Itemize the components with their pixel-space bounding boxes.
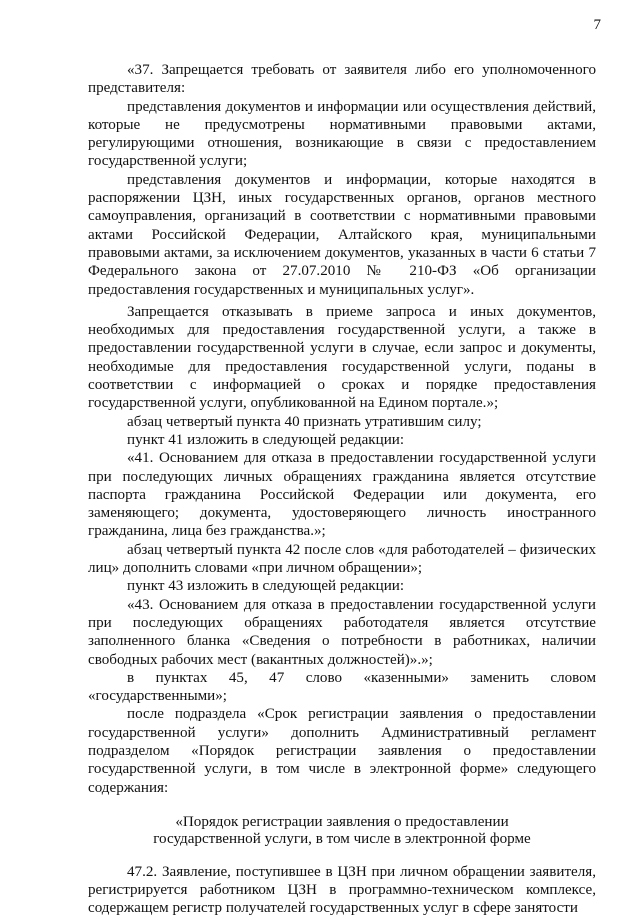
- paragraph: после подраздела «Срок регистрации заявления о предоставлении государственной услуги» дополнить Административный регламент подразделом «Порядок регистрации заявления о предоставлении государственной услуги, в том числе в электронной форме» следующего содержания:: [88, 706, 596, 796]
- paragraph: Запрещается отказывать в приеме запроса и иных документов, необходимых для предоставления государственной услуги, а также в предоставлении государственной услуги в случае, если запрос и документы, необходимые для предоставления государственной услуги, поданы в соответствии с информацией о сроках и порядке предоставления государственной услуги, опубликованной на Едином портале.»;: [88, 303, 596, 412]
- paragraph: абзац четвертый пункта 42 после слов «для работодателей – физических лиц» дополнить словами «при личном обращении»;: [88, 541, 596, 577]
- section-heading-line: государственной услуги, в том числе в электронной форме: [153, 830, 531, 847]
- paragraph: представления документов и информации или осуществления действий, которые не предусмотрены нормативными правовыми актами, регулирующими отношения, возникающие в связи с предоставлением государственной услуги;: [88, 98, 596, 170]
- paragraph: «43. Основанием для отказа в предоставлении государственной услуги при последующих обращениях работодателя является отсутствие заполненного бланка «Сведения о потребности в работниках, наличии свободных рабочих мест (вакантных должностей)».»;: [88, 596, 596, 668]
- paragraph: в пунктах 45, 47 слово «казенными» заменить словом «государственными»;: [88, 669, 596, 705]
- paragraph: представления документов и информации, которые находятся в распоряжении ЦЗН, иных государственных органов, органов местного самоуправления, организаций в соответствии с нормативными правовыми актами Российской Федерации, Алтайского края, муниципальными правовыми актами, за исключением документов, указанных в части 6 статьи 7 Федерального закона от 27.07.2010 № 210-ФЗ «Об организации предоставления государственных и муниципальных услуг».: [88, 171, 596, 298]
- paragraph: 47.2. Заявление, поступившее в ЦЗН при личном обращении заявителя, регистрируется работником ЦЗН в программно-техническом комплексе, содержащем регистр получателей государственных услуг в сфере занятости: [88, 863, 596, 917]
- section-heading: [88, 814, 596, 848]
- paragraph: «37. Запрещается требовать от заявителя либо его уполномоченного представителя:: [88, 62, 596, 97]
- paragraph: абзац четвертый пункта 40 признать утратившим силу;: [127, 413, 482, 430]
- paragraph: пункт 43 изложить в следующей редакции:: [127, 578, 405, 595]
- section-heading-line: «Порядок регистрации заявления о предоставлении: [175, 813, 509, 830]
- page-number: 7: [593, 17, 601, 33]
- document-body: [88, 61, 596, 918]
- paragraph: «41. Основанием для отказа в предоставлении государственной услуги при последующих личных обращениях гражданина является отсутствие паспорта гражданина Российской Федерации или документа, его заменяющего; документа, удостоверяющего личность иностранного гражданина, лица без гражданства.»;: [88, 450, 596, 540]
- paragraph: пункт 41 изложить в следующей редакции:: [127, 431, 405, 448]
